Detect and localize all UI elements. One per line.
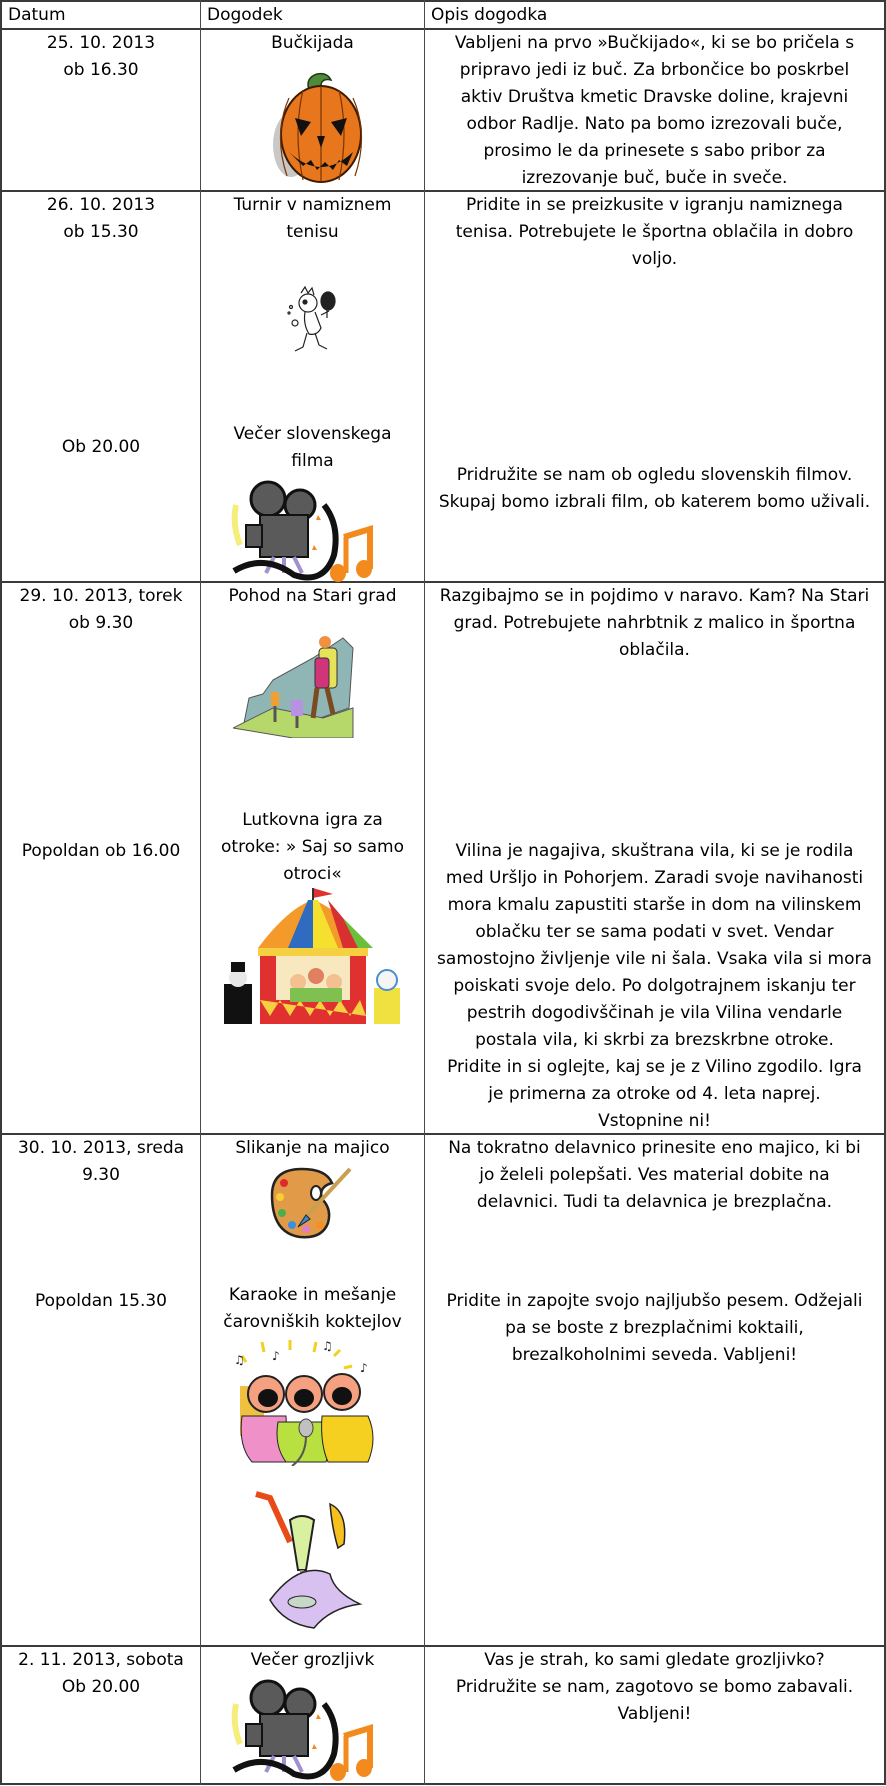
description-line: Vabljeni na prvo »Bučkijado«, ki se bo pričela s	[454, 33, 855, 53]
event-title: Slikanje na majico	[235, 1138, 390, 1158]
movie-camera-icon	[228, 475, 383, 585]
svg-text:♪: ♪	[272, 1349, 280, 1363]
description-cell	[425, 1135, 884, 1216]
event-cell	[201, 1135, 424, 1162]
event-title: otroke: » Saj so samo	[221, 837, 404, 857]
description-line: Vilina je nagajiva, skuštrana vila, ki se je rodila	[455, 841, 854, 861]
description-line: Razgibajmo se in pojdimo v naravo. Kam? Na Stari	[439, 586, 870, 606]
time-text: Popoldan 15.30	[34, 1291, 167, 1311]
description-line: izrezovanje buč, buče in sveče.	[521, 168, 788, 188]
description-line: Pridružite se nam ob ogledu slovenskih filmov.	[456, 465, 853, 485]
description-line: pripravo jedi iz buč. Za brbončice bo poskrbel	[459, 60, 850, 80]
header-datum: Datum	[8, 5, 66, 25]
event-title: Večer grozljivk	[250, 1650, 375, 1670]
hikers-icon	[233, 628, 388, 738]
description-cell	[425, 192, 884, 273]
table-border-left	[0, 0, 2, 1785]
description-line: Pridite in se preizkusite v igranju namiznega	[466, 195, 843, 215]
event-cell	[201, 192, 424, 246]
description-line: aktiv Društva kmetic Dravske doline, krajevni	[460, 87, 849, 107]
date-cell	[2, 192, 200, 246]
event-title: otroci«	[283, 864, 342, 884]
event-title: Večer slovenskega	[233, 424, 392, 444]
svg-text:♫: ♫	[322, 1339, 333, 1353]
description-cell	[425, 1288, 884, 1369]
event-cell	[201, 807, 424, 888]
svg-text:♫: ♫	[234, 1353, 245, 1367]
description-line: grad. Potrebujete nahrbtnik z malico in športna	[453, 613, 856, 633]
description-line: poiskati svoje delo. Po dolgotrajnem iskanju ter	[453, 976, 856, 996]
date-cell	[2, 838, 200, 865]
description-cell	[425, 838, 884, 1135]
movie-camera-icon	[228, 1674, 383, 1784]
event-title: čarovniških koktejlov	[223, 1312, 402, 1332]
event-cell	[201, 1282, 424, 1336]
cocktail-glass-icon	[250, 1490, 375, 1635]
description-line: Vabljeni!	[617, 1704, 692, 1724]
event-title: filma	[291, 451, 334, 471]
header-opis: Opis dogodka	[431, 5, 548, 25]
pumpkin-icon	[243, 70, 378, 185]
description-line: pestrih dogodivščinah je vila Vilina vendarle	[466, 1003, 843, 1023]
description-line: tenisa. Potrebujete le športna oblačila in dobro	[455, 222, 854, 242]
description-cell	[425, 30, 884, 192]
description-line: Skupaj bomo izbrali film, ob katerem bomo uživali.	[438, 492, 871, 512]
description-line: samostojno življenje vile ni šala. Vsaka vila si mora	[437, 949, 872, 969]
event-title: Pohod na Stari grad	[228, 586, 397, 606]
puppet-theater-icon	[218, 888, 408, 1033]
description-line: jo želeli polepšati. Ves material dobite na	[479, 1165, 830, 1185]
description-line: postala vila, ki skrbi za brezskrbne otroke.	[475, 1030, 834, 1050]
ping-pong-player-icon	[283, 285, 343, 365]
description-line: oblačku ter se sama podati v svet. Vendar	[475, 922, 834, 942]
date-cell	[2, 1135, 200, 1189]
time-text: ob 15.30	[63, 222, 139, 242]
description-line: Na tokratno delavnico prinesite eno majico, ki bi	[448, 1138, 861, 1158]
date-text: 25. 10. 2013	[46, 33, 156, 53]
date-cell	[2, 30, 200, 84]
date-text: 26. 10. 2013	[46, 195, 156, 215]
date-cell	[2, 1288, 200, 1315]
date-cell	[2, 434, 200, 461]
description-line: Vstopnine ni!	[598, 1111, 711, 1131]
description-line: delavnici. Tudi ta delavnica je brezplačna.	[476, 1192, 833, 1212]
time-text: 9.30	[82, 1165, 120, 1185]
description-line: odbor Radlje. Nato pa bomo izrezovali buče,	[466, 114, 843, 134]
time-text: Popoldan ob 16.00	[21, 841, 181, 861]
description-cell	[425, 462, 884, 516]
paint-palette-icon	[262, 1165, 362, 1240]
column-divider	[200, 0, 201, 1785]
description-line: brezalkoholnimi seveda. Vabljeni!	[511, 1345, 798, 1365]
description-cell	[425, 583, 884, 664]
time-text: ob 16.30	[63, 60, 139, 80]
description-line: prosimo le da prinesete s sabo pribor za	[483, 141, 826, 161]
time-text: Ob 20.00	[61, 1677, 141, 1697]
description-cell	[425, 1647, 884, 1728]
event-cell	[201, 1647, 424, 1674]
date-text: 29. 10. 2013, torek	[19, 586, 183, 606]
date-text: 2. 11. 2013, sobota	[18, 1650, 184, 1670]
karaoke-singers-icon	[232, 1336, 382, 1466]
svg-text:♪: ♪	[360, 1361, 368, 1375]
description-line: Vas je strah, ko sami gledate grozljivko?	[484, 1650, 825, 1670]
description-line: Pridite in si oglejte, kaj se je z Vilino zgodilo. Igra	[447, 1057, 862, 1077]
time-text: ob 9.30	[68, 613, 134, 633]
table-border-bottom	[0, 1783, 886, 1785]
event-title: tenisu	[286, 222, 339, 242]
description-line: Pridite in zapojte svojo najljubšo pesem. Odžejali	[446, 1291, 863, 1311]
event-title: Bučkijada	[271, 33, 354, 53]
date-cell	[2, 1647, 200, 1701]
event-title: Karaoke in mešanje	[228, 1285, 397, 1305]
date-cell	[2, 583, 200, 637]
description-line: Pridružite se nam, zagotovo se bomo zabavali.	[455, 1677, 854, 1697]
event-cell	[201, 421, 424, 475]
event-title: Turnir v namiznem	[233, 195, 392, 215]
event-title: Lutkovna igra za	[242, 810, 383, 830]
event-cell	[201, 583, 424, 610]
date-text: 30. 10. 2013, sreda	[17, 1138, 185, 1158]
header-dogodek: Dogodek	[207, 5, 283, 25]
event-cell	[201, 30, 424, 57]
description-line: je primerna za otroke od 4. leta naprej.	[488, 1084, 821, 1104]
description-line: voljo.	[631, 249, 678, 269]
description-line: mora kmalu zapustiti starše in dom na vilinskem	[447, 895, 862, 915]
time-text: Ob 20.00	[61, 437, 141, 457]
description-line: pa se boste z brezplačnimi koktaili,	[505, 1318, 804, 1338]
description-line: oblačila.	[619, 640, 690, 660]
description-line: med Uršljo in Pohorjem. Zaradi svoje navihanosti	[445, 868, 864, 888]
